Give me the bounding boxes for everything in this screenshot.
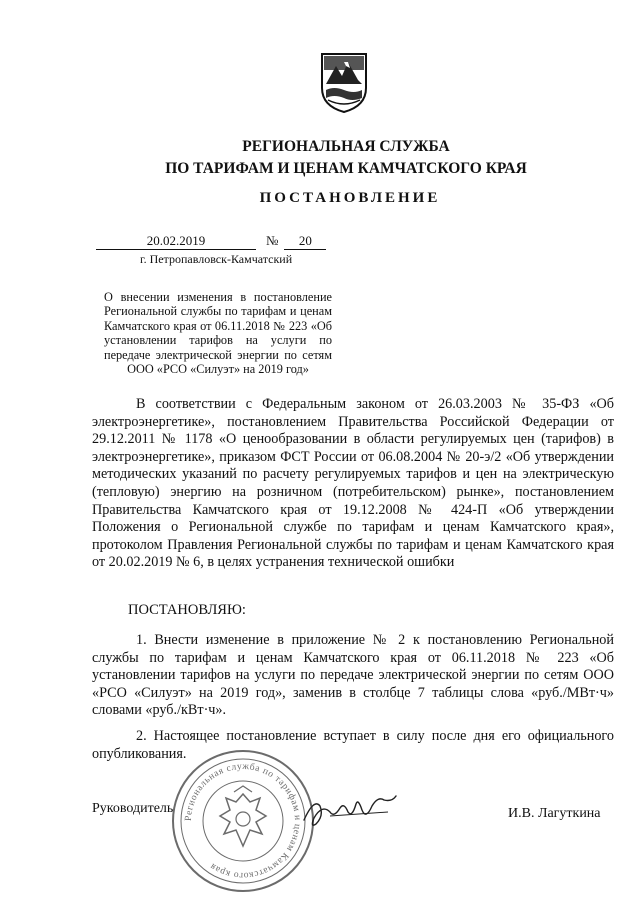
agency-title-line-2: ПО ТАРИФАМ И ЦЕНАМ КАМЧАТСКОГО КРАЯ [165, 160, 527, 177]
number-label: № [266, 233, 279, 248]
svg-text:Региональная служба по тарифам [184, 761, 302, 880]
kamchatka-coat-of-arms-icon [318, 50, 370, 114]
seal-ring-text: Региональная служба по тарифам и ценам Камчатского края [183, 761, 303, 881]
item-2-paragraph: 2. Настоящее постановление вступает в силу после дня его официального опубликования. [92, 728, 614, 762]
city-line: г. Петропавловск-Камчатский [140, 252, 293, 266]
handwritten-signature-icon [300, 790, 400, 830]
document-date: 20.02.2019 [96, 233, 256, 250]
document-type-heading: ПОСТАНОВЛЕНИЕ [259, 190, 441, 206]
item-1-paragraph: 1. Внести изменение в приложение № 2 к постановлению Региональной службы по тарифам и ценам Камчатского края от 06.11.2018 № 223 «Об установлении тарифов на услуги по передаче электрической энергии по сетям ООО «РСО «Силуэт» на 2019 год», заменив в столбце 7 таблицы слова «руб./МВт·ч» словами «руб./кВт·ч». [92, 632, 614, 719]
resolve-heading: ПОСТАНОВЛЯЮ: [128, 602, 246, 618]
document-subject: О внесении изменения в постановление Региональной службы по тарифам и ценам Камчатского края от 06.11.2018 № 223 «Об установлении тарифов на услуги по передаче электрической энергии по сетям ООО «РСО «Силуэт» на 2019 год» [104, 290, 332, 377]
official-seal-icon [168, 746, 318, 896]
date-number-line [96, 233, 336, 250]
signatory-name: И.В. Лагуткина [508, 806, 601, 821]
document-number: 20 [284, 233, 326, 250]
agency-title [150, 136, 542, 180]
agency-title-line-1: РЕГИОНАЛЬНАЯ СЛУЖБА [242, 138, 450, 155]
preamble-paragraph: В соответствии с Федеральным законом от 26.03.2003 № 35-ФЗ «Об электроэнергетике», постановлением Правительства Российской Федерации от 29.12.2011 № 1178 «О ценообразовании в области регулируемых цен (тарифов) в электроэнергетике», приказом ФСТ России от 06.08.2004 № 20-э/2 «Об утверждении методических указаний по расчету регулируемых тарифов и цен на электрическую (тепловую) энергию на розничном (потребительском) рынке», постановлением Правительства Камчатского края от 19.12.2008 № 424-П «Об утверждении Положения о Региональной службе по тарифам и ценам Камчатского края», протоколом Правления Региональной службы по тарифам и ценам Камчатского края от 20.02.2019 № 6, в целях устранения технической ошибки [92, 396, 614, 571]
signatory-role: Руководитель [92, 801, 174, 816]
